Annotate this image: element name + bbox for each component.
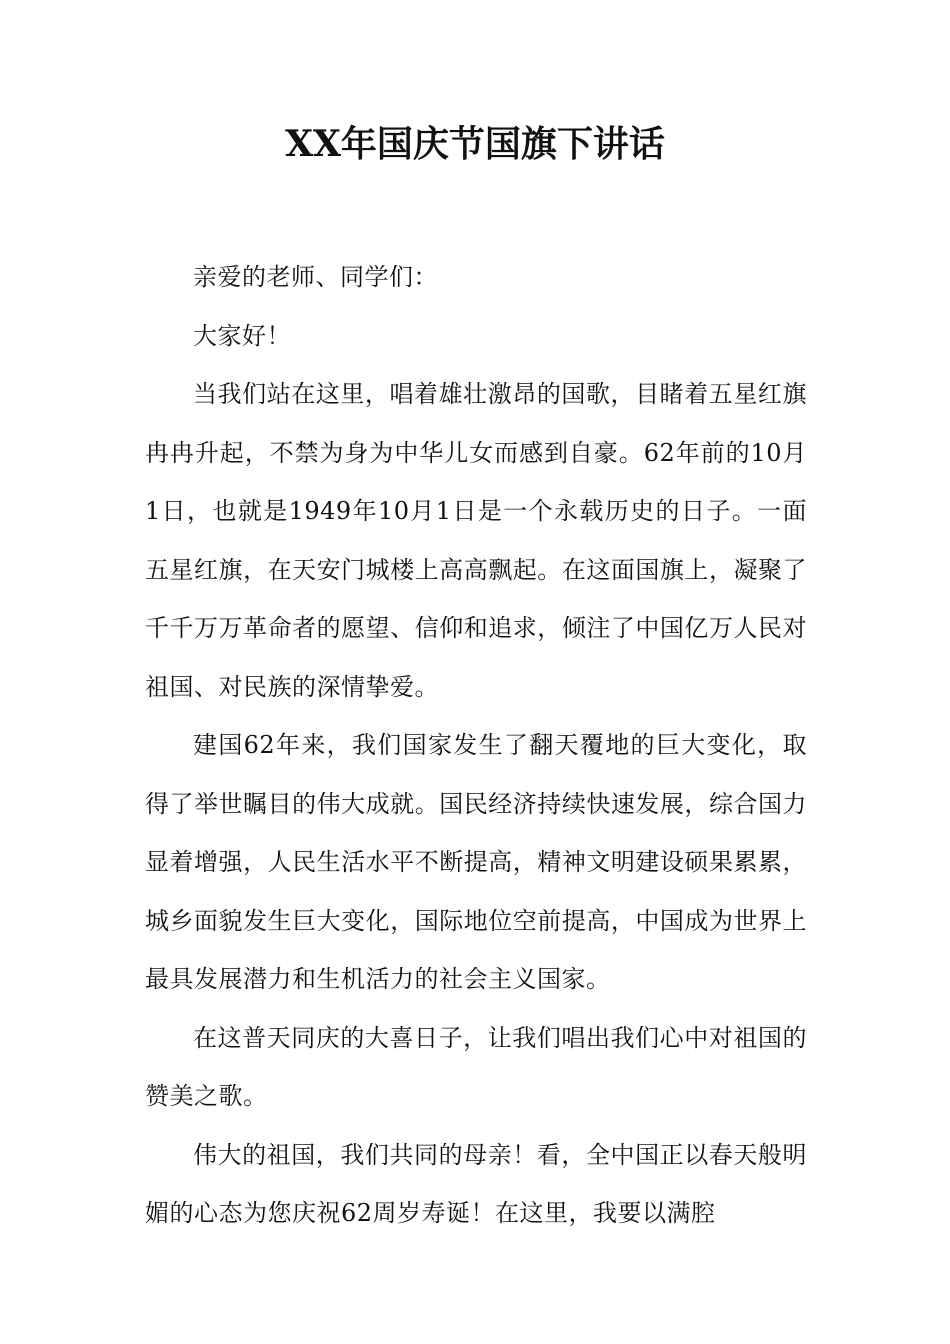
body-paragraph: 建国62年来，我们国家发生了翻天覆地的巨大变化，取得了举世瞩目的伟大成就。国民经济持续快速发展，综合国力显着增强，人民生活水平不断提高，精神文明建设硕果累累，城乡面貌发生巨大变化，国际地位空前提高，中国成为世界上最具发展潜力和生机活力的社会主义国家。 (145, 731, 807, 993)
body-paragraph: 在这普天同庆的大喜日子，让我们唱出我们心中对祖国的赞美之歌。 (145, 1023, 807, 1110)
greeting-paragraph: 大家好！ (193, 321, 291, 350)
document-body (145, 248, 807, 1243)
document-title: XX年国庆节国旗下讲话 (285, 123, 665, 165)
body-paragraph: 当我们站在这里，唱着雄壮激昂的国歌，目睹着五星红旗冉冉升起，不禁为身为中华儿女而感到自豪。62年前的10月1日，也就是1949年10月1日是一个永载历史的日子。一面五星红旗，在天安门城楼上高高飘起。在这面国旗上，凝聚了千千万万革命者的愿望、信仰和追求，倾注了中国亿万人民对祖国、对民族的深情挚爱。 (145, 380, 807, 701)
salutation-paragraph: 亲爱的老师、同学们： (193, 263, 438, 291)
body-paragraph: 伟大的祖国，我们共同的母亲！看，全中国正以春天般明媚的心态为您庆祝62周岁寿诞！在这里，我要以满腔 (145, 1140, 807, 1227)
